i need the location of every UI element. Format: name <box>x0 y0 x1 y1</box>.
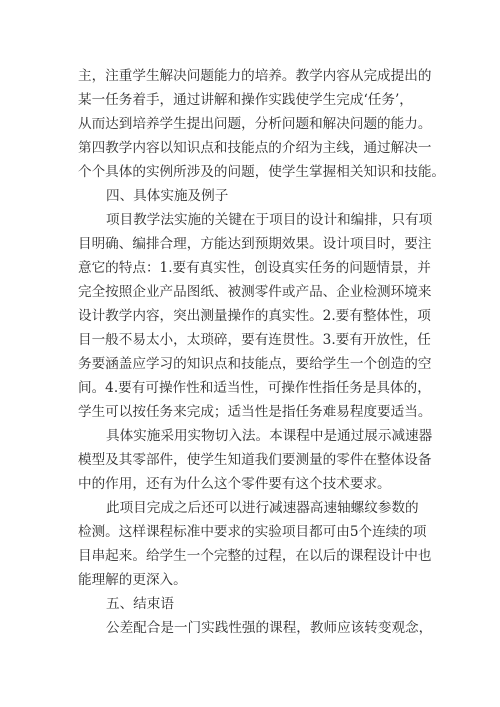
text-line-content: 中的作用，还有为什么这个零件要有这个技术要求。 <box>78 476 391 492</box>
text-line-content: 个个具体的实例所涉及的问题，使学生掌握相关知识和技能。 <box>78 164 446 180</box>
section-heading-text: 五、结束语 <box>106 596 174 612</box>
text-line-content: 目串起来。给学生一个完整的过程，在以后的课程设计中也 <box>78 548 432 564</box>
text-line-content: 意它的特点：1.要有真实性，创设真实任务的问题情景，并 <box>78 260 431 276</box>
text-line-content: 完全按照企业产品图纸、被测零件或产品、企业检测环境来 <box>78 284 432 300</box>
text-line-content: 某一任务着手，通过讲解和操作实践使学生完成‘任务’， <box>78 92 413 108</box>
text-line-content: 目明确、编排合理，方能达到预期效果。设计项目时，要注 <box>78 236 432 252</box>
text-line-content: 此项目完成之后还可以进行减速器高速轴螺纹参数的 <box>106 500 419 516</box>
text-line-content: 务要涵盖应学习的知识点和技能点，要给学生一个创造的空 <box>78 356 432 372</box>
section-heading-text: 四、具体实施及例子 <box>106 188 229 204</box>
text-line-content: 检测。这样课程标准中要求的实验项目都可由5个连续的项 <box>78 524 427 540</box>
text-line-content: 模型及其零部件，使学生知道我们要测量的零件在整体设备 <box>78 452 432 468</box>
text-line-content: 学生可以按任务来完成；适当性是指任务难易程度要适当。 <box>78 404 432 420</box>
text-line-content: 第四教学内容以知识点和技能点的介绍为主线，通过解决一 <box>78 140 432 156</box>
text-line-content: 从而达到培养学生提出问题，分析问题和解决问题的能力。 <box>78 116 432 132</box>
text-line-content: 项目教学法实施的关键在于项目的设计和编排，只有项 <box>106 212 433 228</box>
text-line-content: 间。4.要有可操作性和适当性，可操作性指任务是具体的， <box>78 380 431 396</box>
text-line-content: 设计教学内容，突出测量操作的真实性。2.要有整体性，项 <box>78 308 431 324</box>
text-line-content: 公差配合是一门实践性强的课程，教师应该转变观念， <box>106 620 433 636</box>
text-line-content: 主，注重学生解决问题能力的培养。教学内容从完成提出的 <box>78 68 432 84</box>
text-line-content: 能理解的更深入。 <box>78 572 187 588</box>
text-line-content: 具体实施采用实物切入法。本课程中是通过展示减速器 <box>106 428 433 444</box>
text-line <box>0 614 500 642</box>
text-line-content: 目一般不易太小，太琐碎，要有连贯性。3.要有开放性，任 <box>78 332 431 348</box>
